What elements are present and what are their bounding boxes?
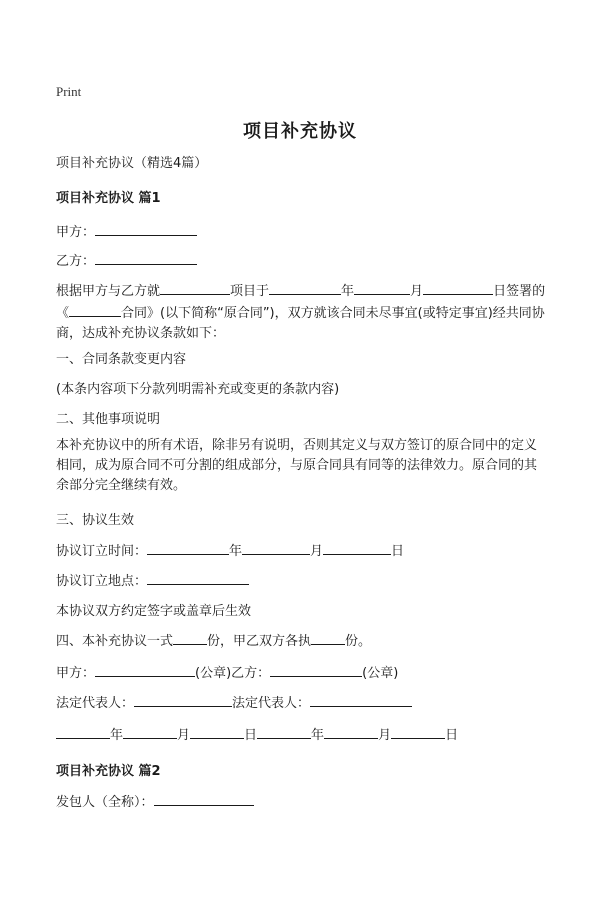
date-a-month: 月 [177,728,191,743]
intro-blank-year [269,280,341,295]
seal-party-b-label: (公章)乙方： [195,666,271,681]
sign-time-year: 年 [229,544,243,559]
seal-party-a-label: 甲方： [56,666,96,681]
sign-time-month: 月 [310,544,324,559]
party-a-line [56,221,197,240]
party-b-line [56,250,197,269]
legal-rep-a-label: 法定代表人： [56,696,135,711]
intro-blank-month [354,280,410,295]
page-title: 项目补充协议 [243,121,357,142]
effective-clause: 本协议双方约定签字或盖章后生效 [56,604,252,619]
date-b-blank-month [324,724,378,739]
intro-text-1: 根据甲方与乙方就 [56,284,161,299]
copies-blank-each [311,630,345,645]
date-a-blank-day [190,724,244,739]
date-a-day: 日 [244,728,258,743]
intro-blank-day [423,280,493,295]
party-b-blank [95,250,197,265]
sign-time-blank-year [147,540,229,555]
date-b-year: 年 [311,728,325,743]
clause3-heading: 三、协议生效 [56,513,135,528]
document-subtitle: 项目补充协议（精选4篇） [56,156,208,171]
seal-blank-a [95,662,195,677]
intro-text-2: 项目于 [230,284,270,299]
intro-text-6: 合同》(以下简称“原合同”)，双方就该合同未尽事宜(或特定事宜)经共同协商，达成补充协议条款如下： [56,306,545,341]
contractor-line [56,791,254,810]
contractor-blank [154,791,254,806]
party-b-label: 乙方： [56,254,96,269]
date-b-month: 月 [378,728,392,743]
sign-place-label: 协议订立地点： [56,574,148,589]
intro-text-5: 日签署的《 [56,284,546,321]
seal-blank-b [270,662,362,677]
sign-place-line [56,570,249,589]
party-a-label: 甲方： [56,225,96,240]
date-a-blank-month [123,724,177,739]
intro-paragraph [56,280,548,344]
sign-time-label: 协议订立时间： [56,544,148,559]
sign-time-line [56,540,404,559]
intro-text-4: 月 [410,284,424,299]
intro-blank-project [160,280,230,295]
legal-rep-b-blank [310,692,412,707]
copies-text-2: 份，甲乙双方各执 [207,634,312,649]
legal-rep-b-label: 法定代表人： [232,696,311,711]
section1-heading: 项目补充协议 篇1 [56,191,161,206]
seal-line [56,662,398,681]
date-b-blank-day [391,724,445,739]
date-b-day: 日 [445,728,459,743]
legal-rep-line [56,692,412,711]
clause2-heading: 二、其他事项说明 [56,412,161,427]
section2-heading: 项目补充协议 篇2 [56,764,161,779]
sign-place-blank [147,570,249,585]
clause1-heading: 一、合同条款变更内容 [56,352,187,367]
copies-text-3: 份。 [345,634,372,649]
intro-text-3: 年 [341,284,355,299]
date-b-blank-year [257,724,311,739]
clause1-note: (本条内容项下分款列明需补充或变更的条款内容) [56,382,340,397]
contractor-label: 发包人（全称）： [56,795,154,810]
seal-b-label: (公章) [362,666,399,681]
copies-blank-total [173,630,207,645]
legal-rep-a-blank [134,692,232,707]
party-a-blank [95,221,197,236]
date-a-year: 年 [110,728,124,743]
sign-time-day: 日 [391,544,405,559]
print-link[interactable]: Print [56,84,82,99]
intro-blank-contract [69,302,121,317]
dates-line [56,724,458,743]
copies-line [56,630,371,649]
copies-text-1: 四、本补充协议一式 [56,634,174,649]
sign-time-blank-day [323,540,391,555]
date-a-blank-year [56,724,110,739]
sign-time-blank-month [242,540,310,555]
clause2-paragraph: 本补充协议中的所有术语，除非另有说明，否则其定义与双方签订的原合同中的定义相同，成为原合同不可分割的组成部分，与原合同具有同等的法律效力。原合同的其余部分完全继续有效。 [56,438,538,493]
